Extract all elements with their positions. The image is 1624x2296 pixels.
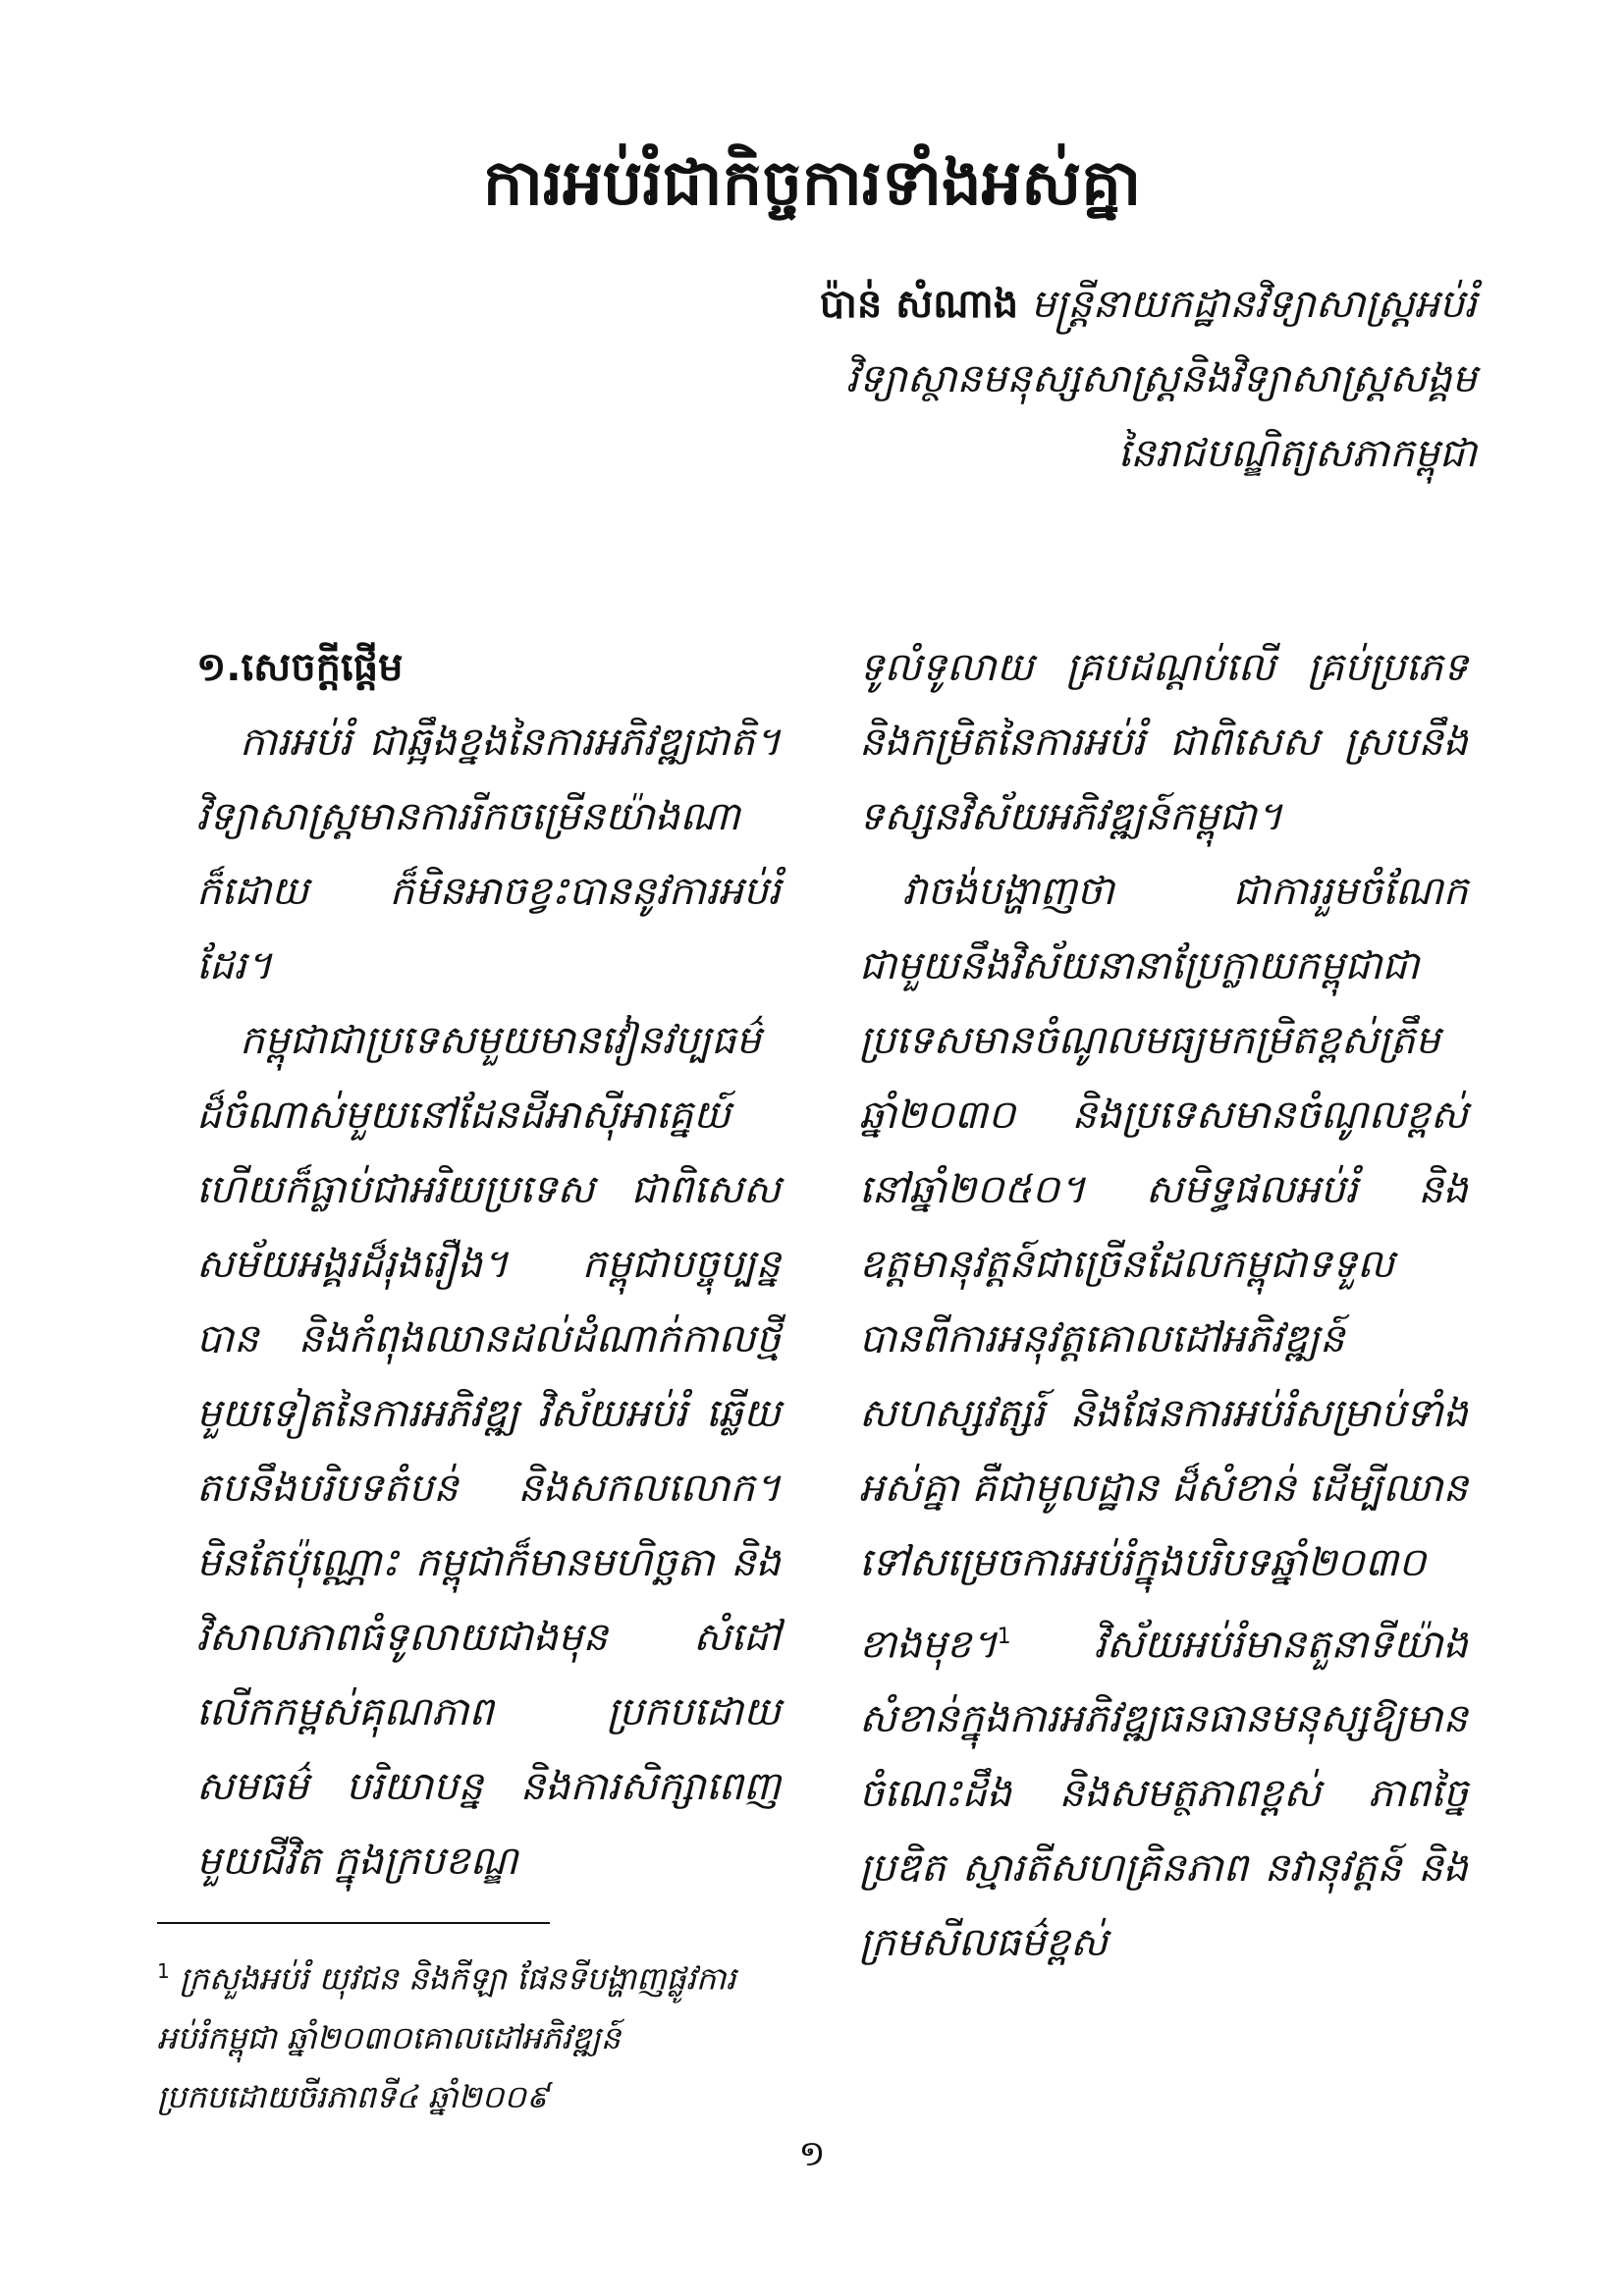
left-column <box>196 630 781 1898</box>
footnote-line-1 <box>157 1942 766 2008</box>
page-number: ១ <box>798 2134 826 2174</box>
paragraph: ការអប់រំ ជាឆ្អឹងខ្នងនៃការអភិវឌ្ឍជាតិ។ វិទ្យាសាស្ត្រមានការរីកចម្រើនយ៉ាងណាក៏ដោយ ក៏មិនអាចខ្វះបាននូវការអប់រំដែរ។ <box>196 720 781 988</box>
footnote-reference: 1 <box>997 1625 1011 1649</box>
author-name: ប៉ាន់ សំណាង <box>819 282 1019 327</box>
author-line-3: នៃរាជបណ្ឌិត្យសភាកម្ពុជា <box>1117 431 1477 476</box>
author-line-2: វិទ្យាស្ថានមនុស្សសាស្ត្រនិងវិទ្យាសាស្ត្រសង្គម <box>845 356 1477 401</box>
paragraph <box>859 854 1468 1980</box>
paragraph-text-b: វិស័យអប់រំមានតួនាទីយ៉ាងសំខាន់ក្នុងការអភិវឌ្ឍធនធានមនុស្សឱ្យមានចំណេះដឹង និងសមត្ថភាពខ្ពស់ ភាពច្នៃប្រឌិត ស្មារតីសហគ្រិនភាព នវានុវត្តន៍ និងក្រមសីលធម៌ខ្ពស់ <box>859 1622 1468 1966</box>
right-column <box>859 630 1468 1980</box>
section-heading: ១.សេចក្តីផ្តើម <box>196 645 404 690</box>
footnote <box>157 1942 766 2126</box>
footnote-line-2: អប់រំកម្ពុជា ឆ្នាំ២០៣០គោលដៅអភិវឌ្ឍន៍ <box>157 2018 622 2056</box>
footnote-divider <box>157 1922 550 1924</box>
footnote-mark: 1 <box>157 1959 170 1983</box>
paragraph: កម្ពុជាជាប្រទេសមួយមានវៀនវប្បធម៌ ដ៏ចំណាស់មួយនៅដែនដីអាស៊ីអាគ្នេយ៍ ហើយក៏ធ្លាប់ជាអរិយប្រទេស ជាពិសេសសម័យអង្គរដ៏រុងរឿង។ កម្ពុជាបច្ចុប្បន្នបាន និងកំពុងឈានដល់ដំណាក់កាលថ្មីមួយទៀតនៃការអភិវឌ្ឍ វិស័យអប់រំ ឆ្លើយតបនឹងបរិបទតំបន់ និងសកលលោក។ មិនតែប៉ុណ្ណោះ កម្ពុជាក៏មានមហិច្ឆតា និងវិសាលភាពធំទូលាយជាងមុន សំដៅលើកកម្ពស់គុណភាព ប្រកបដោយសមធម៌ បរិយាបន្ន និងការសិក្សាពេញមួយជីវិត ក្នុងក្របខណ្ឌ <box>196 1018 781 1884</box>
footnote-line-3: ប្រកបដោយចីរភាពទី៤ ឆ្នាំ២០០៩ <box>157 2077 549 2115</box>
paragraph-text-a: វាចង់បង្ហាញថា ជាការរួមចំណែកជាមួយនឹងវិស័យនានាប្រែក្លាយកម្ពុជាជាប្រទេសមានចំណូលមធ្យមកម្រិតខ្ពស់ត្រឹមឆ្នាំ២០៣០ និងប្រទេសមានចំណូលខ្ពស់នៅឆ្នាំ២០៥០។ សមិទ្ធផលអប់រំ និងឧត្តមានុវត្តន៍ជាច្រើនដែលកម្ពុជាទទួលបានពីការអនុវត្តគោលដៅអភិវឌ្ឍន៍សហស្សវត្សរ៍ និងផែនការអប់រំសម្រាប់ទាំងអស់គ្នា គឺជាមូលដ្ឋាន ដ៏សំខាន់ ដើម្បីឈានទៅសម្រេចការអប់រំក្នុងបរិបទឆ្នាំ២០៣០ ខាងមុខ។ <box>859 869 1468 1668</box>
page-title: ការអប់រំជាកិច្ចការទាំងអស់គ្នា <box>482 147 1142 220</box>
author-line-1 <box>495 267 1477 342</box>
author-role: មន្ត្រីនាយកដ្ឋានវិទ្យាសាស្ត្រអប់រំ <box>1030 282 1477 327</box>
footnote-text-1: ក្រសួងអប់រំ យុវជន និងកីឡា ផែនទីបង្ហាញផ្លូវការ <box>179 1959 736 1998</box>
author-block <box>495 267 1477 491</box>
paragraph-continuation: ទូលំទូលាយ គ្របដណ្តប់លើ គ្រប់ប្រភេទ និងកម្រិតនៃការអប់រំ ជាពិសេស ស្របនឹងទស្សនវិស័យអភិវឌ្ឍន៍កម្ពុជា។ <box>859 645 1468 839</box>
